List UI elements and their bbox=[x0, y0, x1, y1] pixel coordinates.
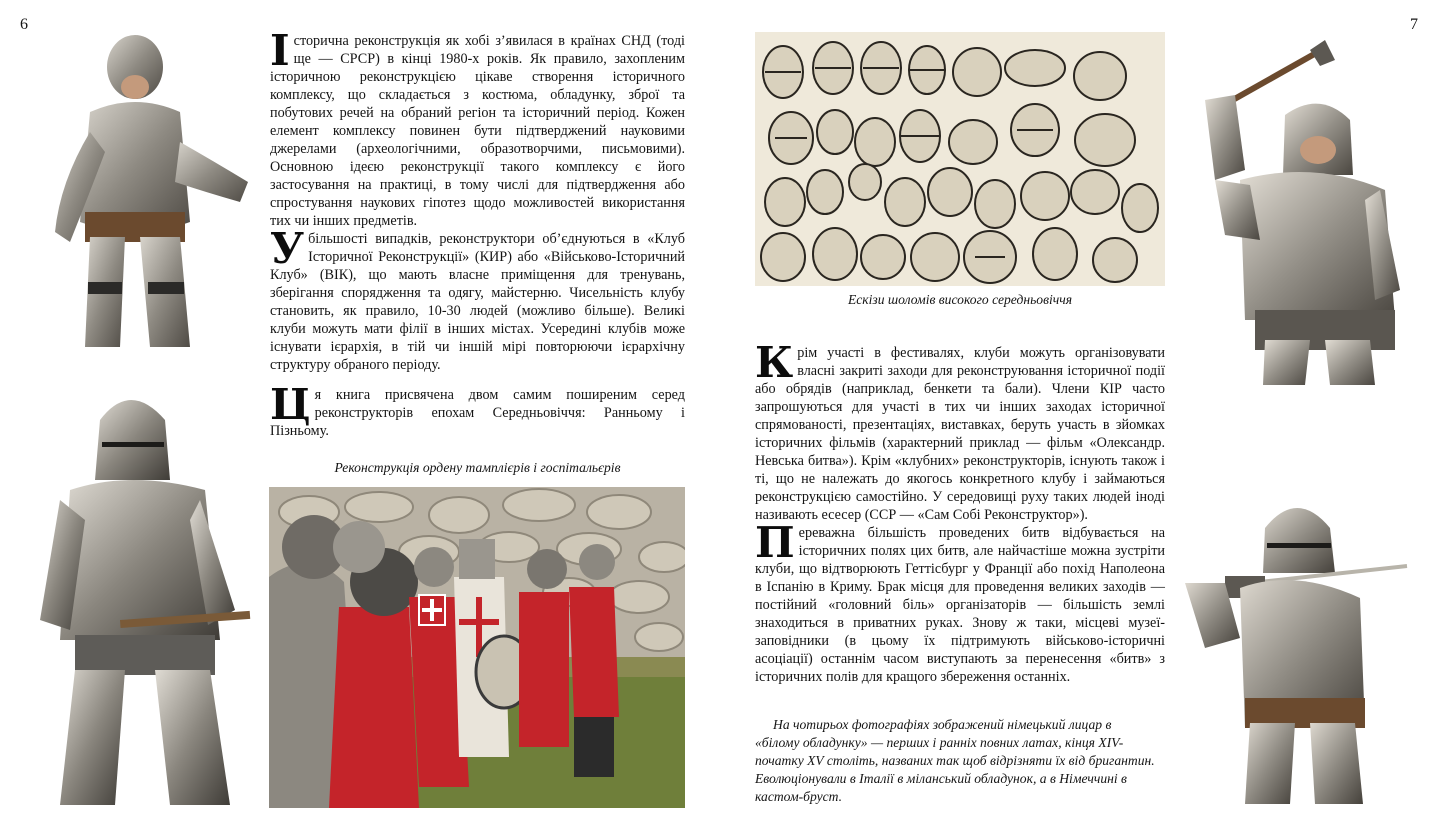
dropcap-4: К bbox=[755, 338, 794, 387]
knight-photo-top-right bbox=[1185, 40, 1410, 385]
paragraph-4: Крім участі в фестивалях, клуби можуть організовувати власні закриті заходи для реконструювання історичної події або обрядів (наприклад, бенкети та бали). Члени КІР часто запрошуються для участі в тих чи інших заходах історичної спрямованості, презентаціях, виставках, беруть участь в зйомках історичних фільмів (характерний приклад — фільм «Олександр. Невська битва»). Крім «клубних» реконструкторів, існують також і ті, що не належать до якогось конкретного клубу і займаються реконструкцією самостійно. У середовищі руху таких людей іноді називають есесер (ССР — «Сам Собі Реконструктор»). bbox=[755, 338, 1165, 523]
right-body-text bbox=[755, 338, 1165, 686]
paragraph-5: Переважна більшість проведених битв відбувається на історичних полях цих битв, але найчастіше можна зустріти клуби, що відтворюють Геттісбург у Франції або похід Наполеона в Іспанію в Криму. Брак місця для проведення великих заходів — постійний «головний біль» організаторів — більшість землі знаходиться в приватних руках. Знову ж таки, місцеві музеї-заповідники (в цьому їх підтримують військово-історичні асоціації) останнім часом виступають за перенесення «битв» з історичних полів для кращого збереження останніх. bbox=[755, 518, 1165, 685]
paragraph-3: Ця книга присвячена двом самим поширеним серед реконструкторів епохам Середньовіччя: Ранньому і Пізньому. bbox=[270, 380, 685, 439]
knight-photo-bottom-left bbox=[30, 380, 255, 805]
photo-caption-templars: Реконструкція ордену тамплієрів і госпітальєрів bbox=[334, 460, 621, 475]
dropcap-3: Ц bbox=[270, 380, 311, 429]
reenactors-photo bbox=[269, 487, 685, 808]
paragraph-2: Убільшості випадків, реконструктори об’єднуються в «Клуб Історичної Реконструкції» (КИР) або «Військово-Історичний Клуб» (ВІК), що мають власне приміщення для тренувань, зберігання спорядження та одягу, майстерню. Чисельність клубу становить, як правило, 10-30 людей (можливо більше). Великі клуби можуть мати філії в інших містах. Усередині клубів може існувати ієрархія, в тій чи іншій мірі повторюючи ієрархічну структуру обраного періоду. bbox=[270, 224, 685, 373]
page-number-left: 6 bbox=[20, 16, 28, 33]
knight-photo-top-left bbox=[30, 32, 255, 347]
knight-description-caption: На чотирьох фотографіях зображений німецький лицар в «білому обладунку» — перших і ранніх повних латах, кінця XIV-початку XV століть, названих так щоб відрізняти їх від бригантин. Еволюціонували в Італії в міланський обладунок, а в Німеччині в кастом-бруст. bbox=[755, 717, 1155, 804]
dropcap-5: П bbox=[755, 518, 795, 567]
dropcap-2: У bbox=[270, 224, 305, 273]
knight-photo-bottom-right bbox=[1185, 488, 1410, 804]
left-body-text bbox=[270, 26, 685, 440]
paragraph-1: Історична реконструкція як хобі з’явилася в країнах СНД (тоді ще — СРСР) в кінці 1980-х років. Як правило, захопленим історичною реконструкцією цікаве створення історичного комплексу, що складається з костюма, обладунку, зброї та побутових речей на обраний регіон та історичний період. Кожен елемент комплексу повинен бути підтверджений науковими джерелами (археологічними, образотворчими, письмовими). Основною ідеєю реконструкції такого комплексу є його застосування на практиці, в тому числі для підтвердження або спростування наукових гіпотез щодо можливостей використання тих чи інших предметів. bbox=[270, 26, 685, 229]
dropcap-1: І bbox=[270, 26, 290, 75]
page-number-right: 7 bbox=[1410, 16, 1418, 33]
sketch-caption: Ескізи шоломів високого середньовіччя bbox=[847, 292, 1073, 307]
helmet-sketch-image bbox=[755, 32, 1165, 286]
